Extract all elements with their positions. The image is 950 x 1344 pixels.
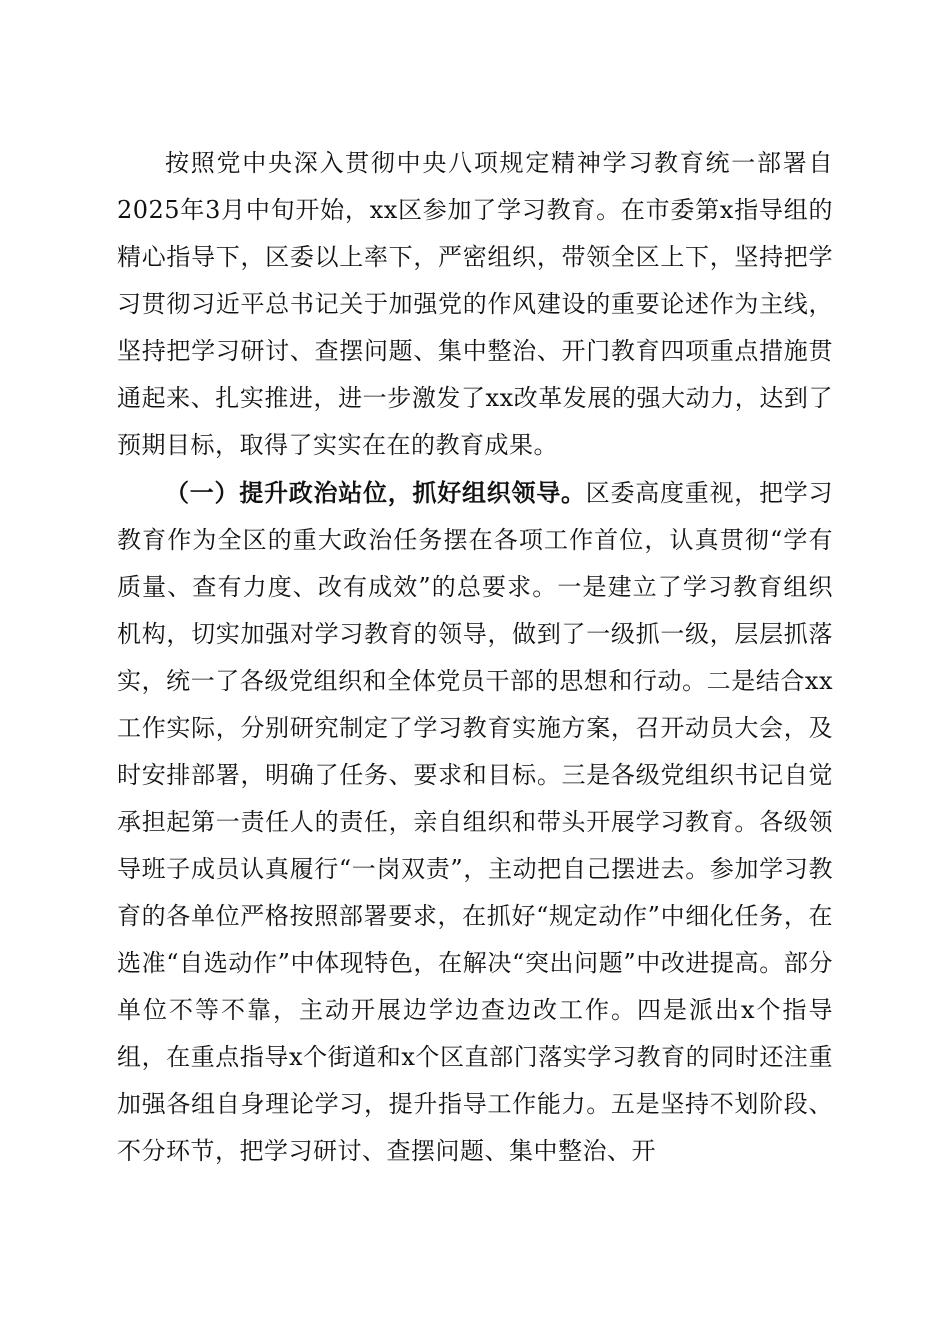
section-one-paragraph — [117, 469, 833, 1175]
intro-paragraph-text: 按照党中央深入贯彻中央八项规定精神学习教育统一部署自2025年3月中旬开始，xx区参加了学习教育。在市委第x指导组的精心指导下，区委以上率下，严密组织，带领全区上下，坚持把学习贯彻习近平总书记关于加强党的作风建设的重要论述作为主线，坚持把学习研讨、查摆问题、集中整治、开门教育四项重点措施贯通起来、扎实推进，进一步激发了xx改革发展的强大动力，达到了预期目标，取得了实实在在的教育成果。 — [117, 149, 833, 459]
section-one-body: 区委高度重视，把学习教育作为全区的重大政治任务摆在各项工作首位，认真贯彻“学有质量、查有力度、改有成效”的总要求。一是建立了学习教育组织机构，切实加强对学习教育的领导，做到了一级抓一级，层层抓落实，统一了各级党组织和全体党员干部的思想和行动。二是结合xx工作实际，分别研究制定了学习教育实施方案，召开动员大会，及时安排部署，明确了任务、要求和目标。三是各级党组织书记自觉承担起第一责任人的责任，亲自组织和带头开展学习教育。各级领导班子成员认真履行“一岗双责”，主动把自己摆进去。参加学习教育的各单位严格按照部署要求，在抓好“规定动作”中细化任务，在选准“自选动作”中体现特色，在解决“突出问题”中改进提高。部分单位不等不靠，主动开展边学边查边改工作。四是派出x个指导组，在重点指导x个街道和x个区直部门落实学习教育的同时还注重加强各组自身理论学习，提升指导工作能力。五是坚持不划阶段、不分环节，把学习研讨、查摆问题、集中整治、开 — [117, 479, 833, 1165]
section-one-heading: （一）提升政治站位，抓好组织领导。 — [165, 478, 586, 507]
intro-paragraph — [117, 140, 833, 469]
document-body — [117, 140, 833, 1175]
